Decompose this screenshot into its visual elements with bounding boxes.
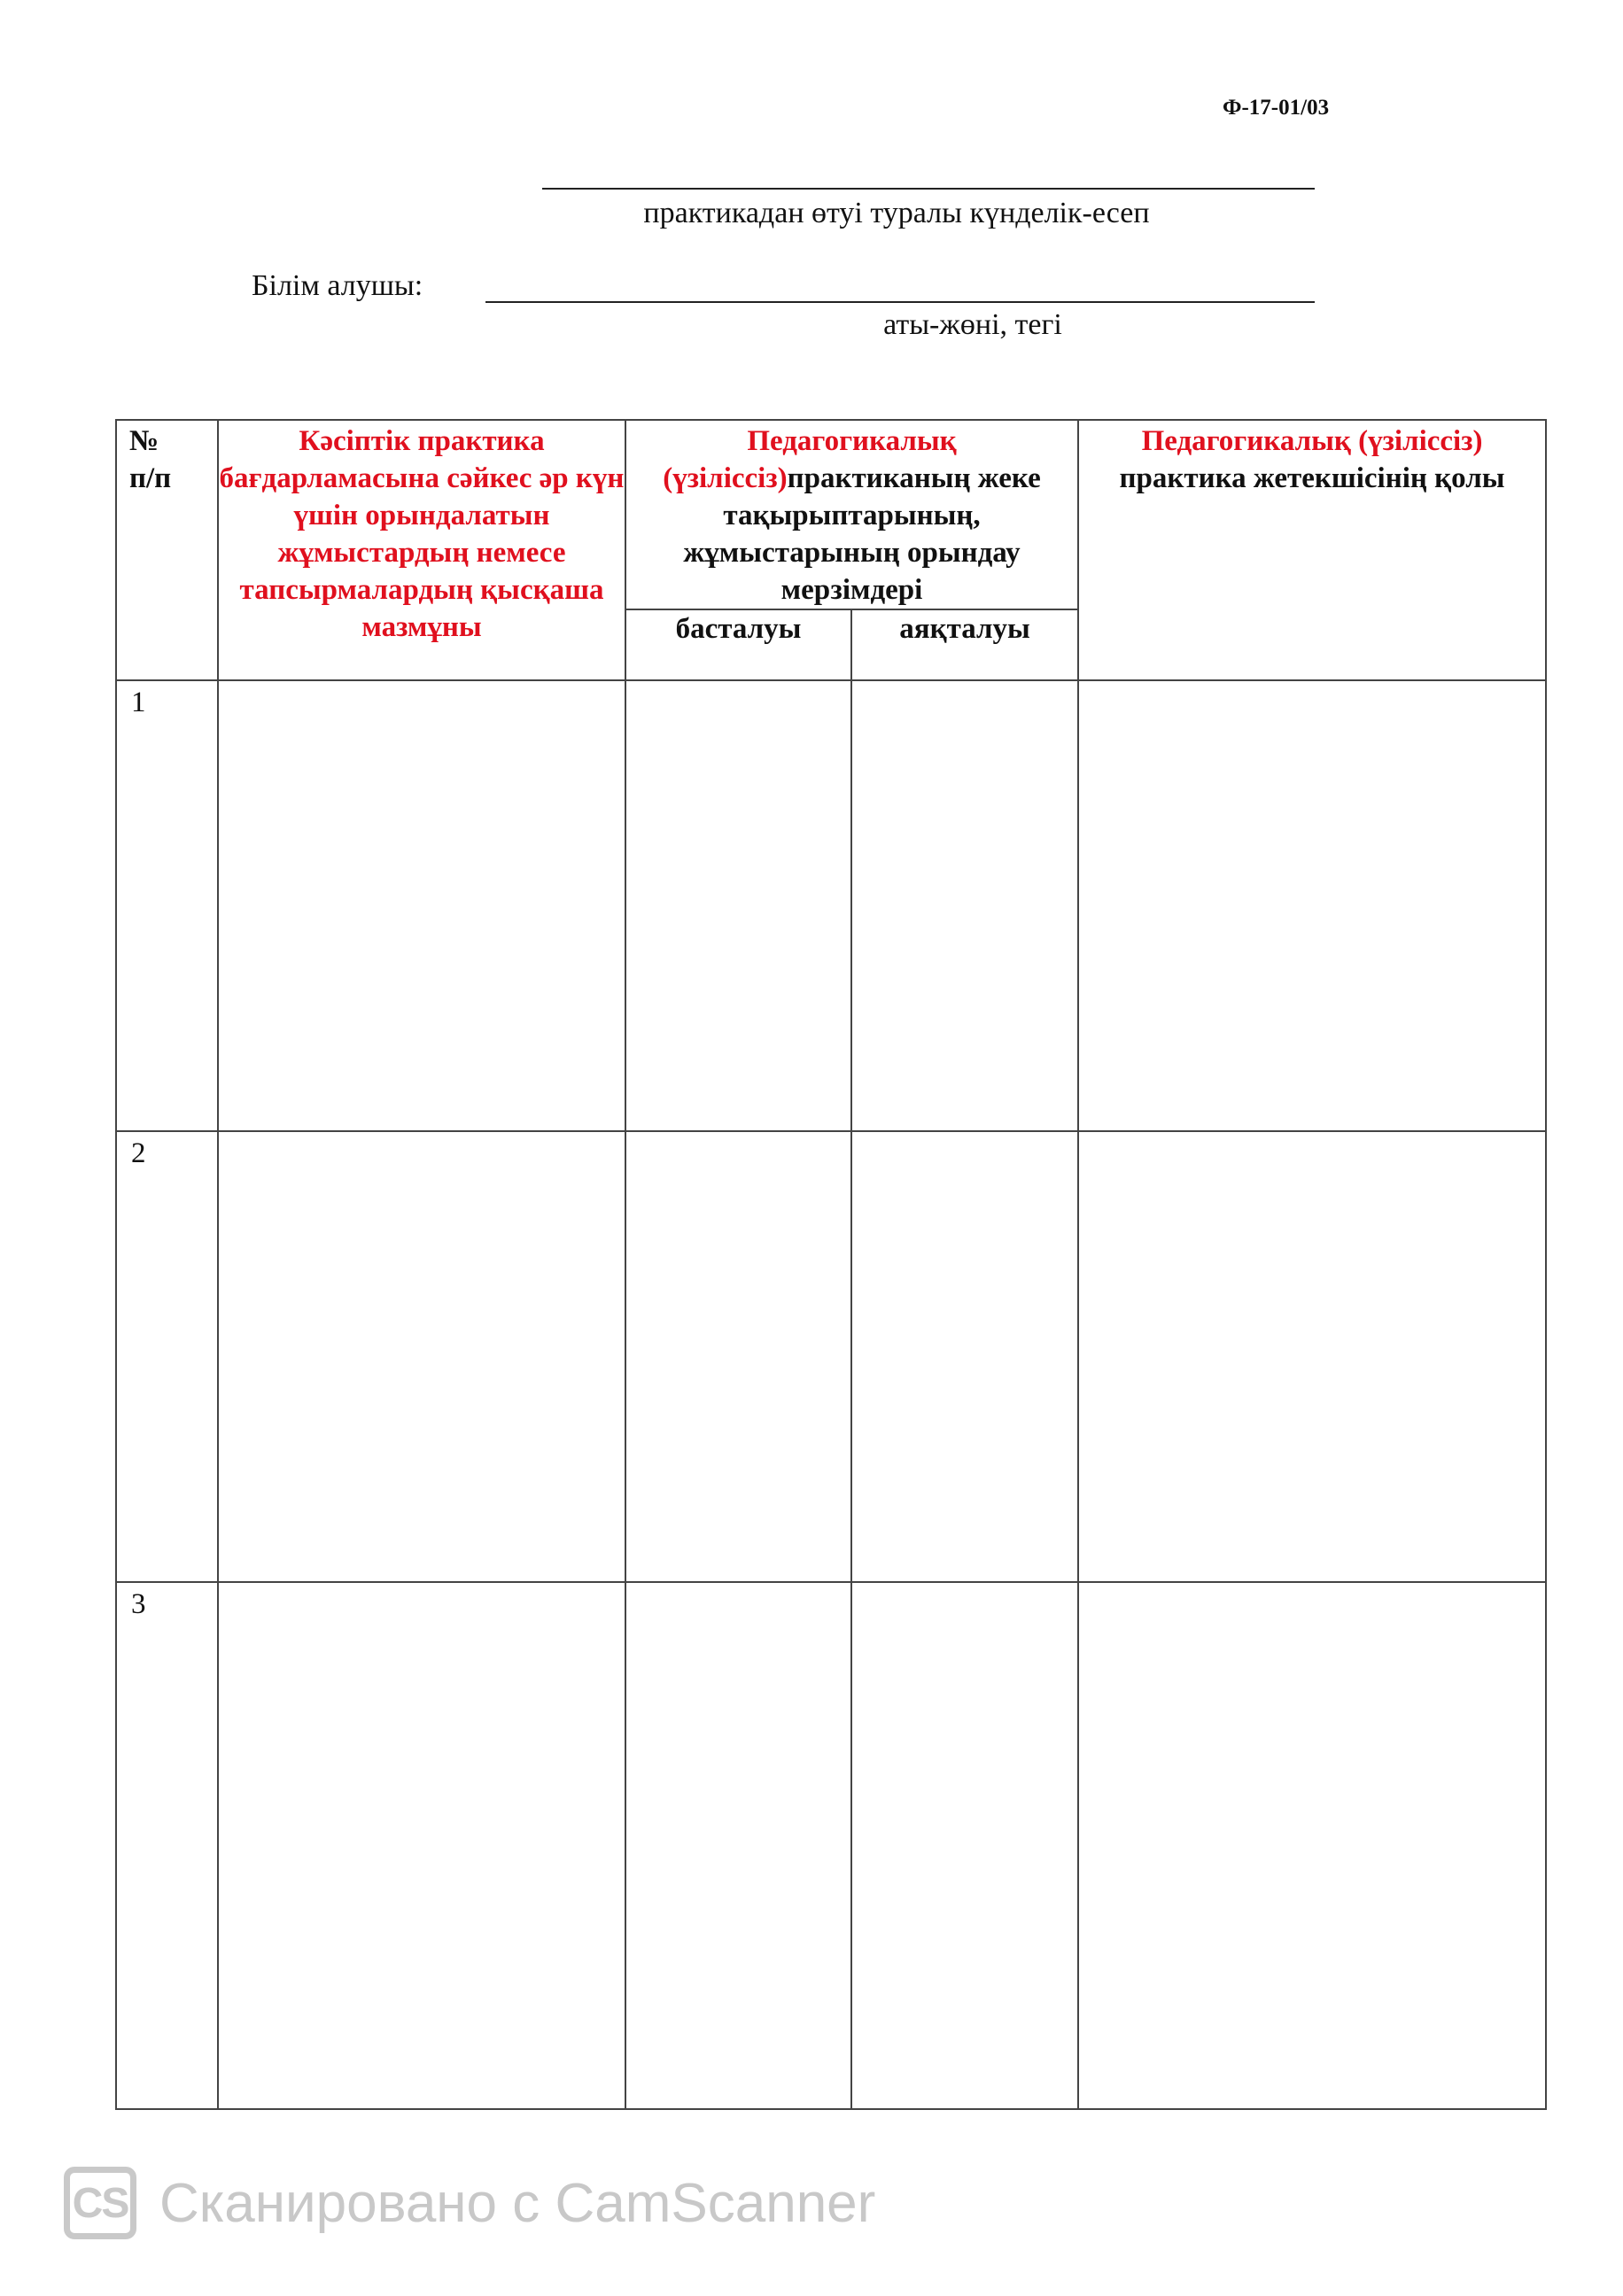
row-start-cell[interactable] <box>625 1131 851 1582</box>
row-end-cell[interactable] <box>851 680 1078 1131</box>
student-name-caption: аты-жөні, тегі <box>883 308 1062 341</box>
header-signature-red: Педагогикалық (үзіліссіз) <box>1141 425 1483 457</box>
student-name-blank-line[interactable] <box>485 301 1315 303</box>
header-row <box>116 420 1546 609</box>
row-signature-cell[interactable] <box>1078 680 1546 1131</box>
row-signature-cell[interactable] <box>1078 1582 1546 2109</box>
table-row <box>116 1131 1546 1582</box>
row-start-cell[interactable] <box>625 1582 851 2109</box>
header-content <box>218 420 625 680</box>
header-dates-black: практиканың жеке тақырыптарының, жұмыстарының орындау мерзімдері <box>683 462 1041 606</box>
camscanner-logo-icon: CS <box>64 2167 136 2239</box>
header-content-text: Кәсіптік практика бағдарламасына сәйкес әр күн үшін орындалатын жұмыстардың немесе тапсырмалардың қысқаша мазмұны <box>219 425 625 643</box>
row-number: 2 <box>116 1131 218 1582</box>
row-signature-cell[interactable] <box>1078 1131 1546 1582</box>
header-dates <box>625 420 1078 609</box>
camscanner-watermark <box>64 2167 875 2239</box>
row-number: 3 <box>116 1582 218 2109</box>
student-label: Білім алушы: <box>252 269 423 302</box>
row-start-cell[interactable] <box>625 680 851 1131</box>
header-dates-red: Педагогикалық (үзіліссіз) <box>663 425 957 494</box>
title-blank-line[interactable] <box>542 188 1315 190</box>
header-number <box>116 420 218 680</box>
row-end-cell[interactable] <box>851 1582 1078 2109</box>
header-signature-black: практика жетекшісінің қолы <box>1119 462 1505 494</box>
watermark-text: Сканировано с CamScanner <box>159 2172 876 2234</box>
form-code: Ф-17-01/03 <box>1223 96 1330 120</box>
diary-table <box>115 419 1547 2110</box>
header-start: басталуы <box>625 609 851 680</box>
header-number-line2: п/п <box>129 462 172 494</box>
header-number-line1: № <box>129 425 159 457</box>
table-row <box>116 1582 1546 2109</box>
row-number: 1 <box>116 680 218 1131</box>
header-signature <box>1078 420 1546 680</box>
row-content-cell[interactable] <box>218 680 625 1131</box>
row-content-cell[interactable] <box>218 1131 625 1582</box>
row-content-cell[interactable] <box>218 1582 625 2109</box>
table-row <box>116 680 1546 1131</box>
row-end-cell[interactable] <box>851 1131 1078 1582</box>
title-caption: практикадан өтуі туралы күнделік-есеп <box>643 197 1150 229</box>
header-end: аяқталуы <box>851 609 1078 680</box>
